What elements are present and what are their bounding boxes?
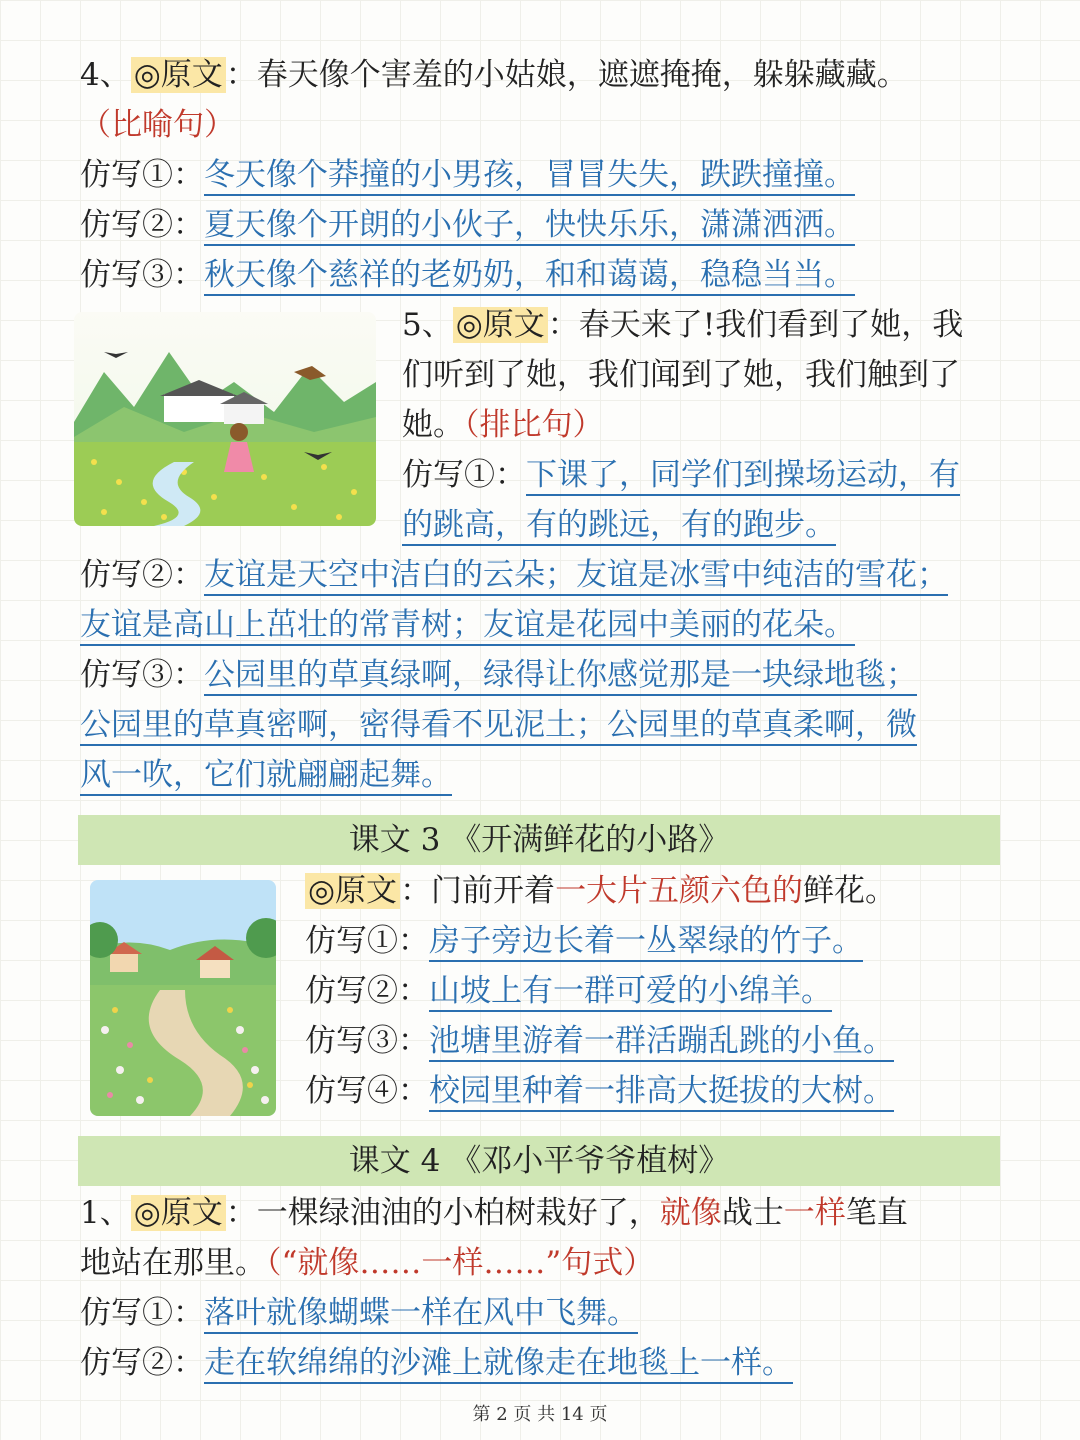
- rewrite-label: 仿写①：: [80, 157, 204, 193]
- sentence-type: （排比句）: [464, 407, 604, 443]
- rewrite-answer: 友谊是天空中洁白的云朵；友谊是冰雪中纯洁的雪花；: [204, 557, 948, 596]
- original-text: 她。: [402, 407, 464, 443]
- lesson-3-banner: 课文 3 《开满鲜花的小路》: [78, 815, 1000, 865]
- s4-rewrite-3: [80, 252, 855, 298]
- original-text: ：一棵绿油油的小柏树栽好了，: [225, 1195, 660, 1231]
- rewrite-label: 仿写③：: [80, 257, 204, 293]
- rewrite-answer: 友谊是高山上茁壮的常青树；友谊是花园中美丽的花朵。: [80, 607, 855, 646]
- rewrite-answer: 公园里的草真密啊，密得看不见泥土；公园里的草真柔啊，微: [80, 707, 917, 746]
- spring-illustration: [74, 312, 376, 526]
- rewrite-answer: 校园里种着一排高大挺拔的大树。: [429, 1073, 894, 1112]
- s5-rewrite-2-b: [80, 602, 855, 648]
- original-text: 地站在那里。: [80, 1245, 266, 1281]
- l3-rewrite-4: [305, 1068, 894, 1114]
- s5-rewrite-1-b: [402, 502, 836, 548]
- l3-rewrite-3: [305, 1018, 894, 1064]
- s4-original: [80, 52, 908, 98]
- l4-original-line-1: [80, 1190, 908, 1236]
- s5-original-line-1: [402, 302, 963, 348]
- s5-rewrite-2-a: [80, 552, 948, 598]
- rewrite-label: 仿写①：: [305, 923, 429, 959]
- original-tag: ◎原文: [305, 873, 400, 909]
- original-tag: ◎原文: [131, 1195, 226, 1231]
- rewrite-label: 仿写②：: [80, 207, 204, 243]
- l4-rewrite-1: [80, 1290, 638, 1336]
- rewrite-answer: 落叶就像蝴蝶一样在风中飞舞。: [204, 1295, 638, 1334]
- original-text: 笔直: [845, 1195, 908, 1231]
- page-footer: 第 2 页 共 14 页: [472, 1404, 608, 1425]
- rewrite-label: 仿写①：: [80, 1295, 204, 1331]
- original-tag: ◎原文: [131, 57, 226, 93]
- rewrite-label: 仿写②：: [305, 973, 429, 1009]
- rewrite-answer: 房子旁边长着一丛翠绿的竹子。: [429, 923, 863, 962]
- s4-rewrite-1: [80, 152, 855, 198]
- sentence-type: （“就像……一样……”句式）: [266, 1245, 655, 1281]
- original-tag: ◎原文: [453, 307, 548, 343]
- s5-original-line-3: [402, 402, 604, 448]
- rewrite-label: 仿写①：: [402, 457, 526, 493]
- rewrite-answer: 池塘里游着一群活蹦乱跳的小鱼。: [429, 1023, 894, 1062]
- l3-rewrite-2: [305, 968, 832, 1014]
- s5-rewrite-3-b: [80, 702, 917, 748]
- flower-path-illustration: [90, 880, 276, 1116]
- s5-original-line-2: 们听到了她，我们闻到了她，我们触到了: [402, 357, 960, 393]
- rewrite-answer: 秋天像个慈祥的老奶奶，和和蔼蔼，稳稳当当。: [204, 257, 855, 296]
- l4-rewrite-2: [80, 1340, 793, 1386]
- rewrite-answer: 的跳高，有的跳远，有的跑步。: [402, 507, 836, 546]
- original-text: ：春天像个害羞的小姑娘，遮遮掩掩，躲躲藏藏。: [225, 57, 908, 93]
- original-text: 战士: [721, 1195, 784, 1231]
- s5-rewrite-1-a: [402, 452, 960, 498]
- s5-rewrite-3-a: [80, 652, 917, 698]
- l3-rewrite-1: [305, 918, 863, 964]
- l4-original-line-2: [80, 1240, 654, 1286]
- original-text: ：春天来了!我们看到了她，我: [547, 307, 964, 343]
- rewrite-answer: 下课了，同学们到操场运动，有: [526, 457, 960, 496]
- sentence-type: （比喻句）: [80, 107, 235, 143]
- s4-rewrite-2: [80, 202, 855, 248]
- l3-original: [305, 868, 896, 914]
- original-text: ：门前开着: [400, 873, 556, 909]
- highlighted-phrase: 一大片五颜六色的: [555, 873, 804, 909]
- highlighted-phrase: 就像: [659, 1195, 722, 1231]
- highlighted-phrase: 一样: [783, 1195, 846, 1231]
- rewrite-label: 仿写②：: [80, 557, 204, 593]
- rewrite-answer: 风一吹，它们就翩翩起舞。: [80, 757, 452, 796]
- item-number: 5、: [402, 307, 453, 343]
- rewrite-label: 仿写③：: [80, 657, 204, 693]
- rewrite-label: 仿写②：: [80, 1345, 204, 1381]
- rewrite-answer: 冬天像个莽撞的小男孩，冒冒失失，跌跌撞撞。: [204, 157, 855, 196]
- original-text: 鲜花。: [803, 873, 897, 909]
- rewrite-answer: 山坡上有一群可爱的小绵羊。: [429, 973, 832, 1012]
- rewrite-answer: 走在软绵绵的沙滩上就像走在地毯上一样。: [204, 1345, 793, 1384]
- rewrite-label: 仿写④：: [305, 1073, 429, 1109]
- rewrite-label: 仿写③：: [305, 1023, 429, 1059]
- rewrite-answer: 夏天像个开朗的小伙子，快快乐乐，潇潇洒洒。: [204, 207, 855, 246]
- s5-rewrite-3-c: [80, 752, 452, 798]
- item-number: 4、: [80, 57, 131, 93]
- lesson-4-banner: 课文 4 《邓小平爷爷植树》: [78, 1136, 1000, 1186]
- rewrite-answer: 公园里的草真绿啊，绿得让你感觉那是一块绿地毯；: [204, 657, 917, 696]
- item-number: 1、: [80, 1195, 131, 1231]
